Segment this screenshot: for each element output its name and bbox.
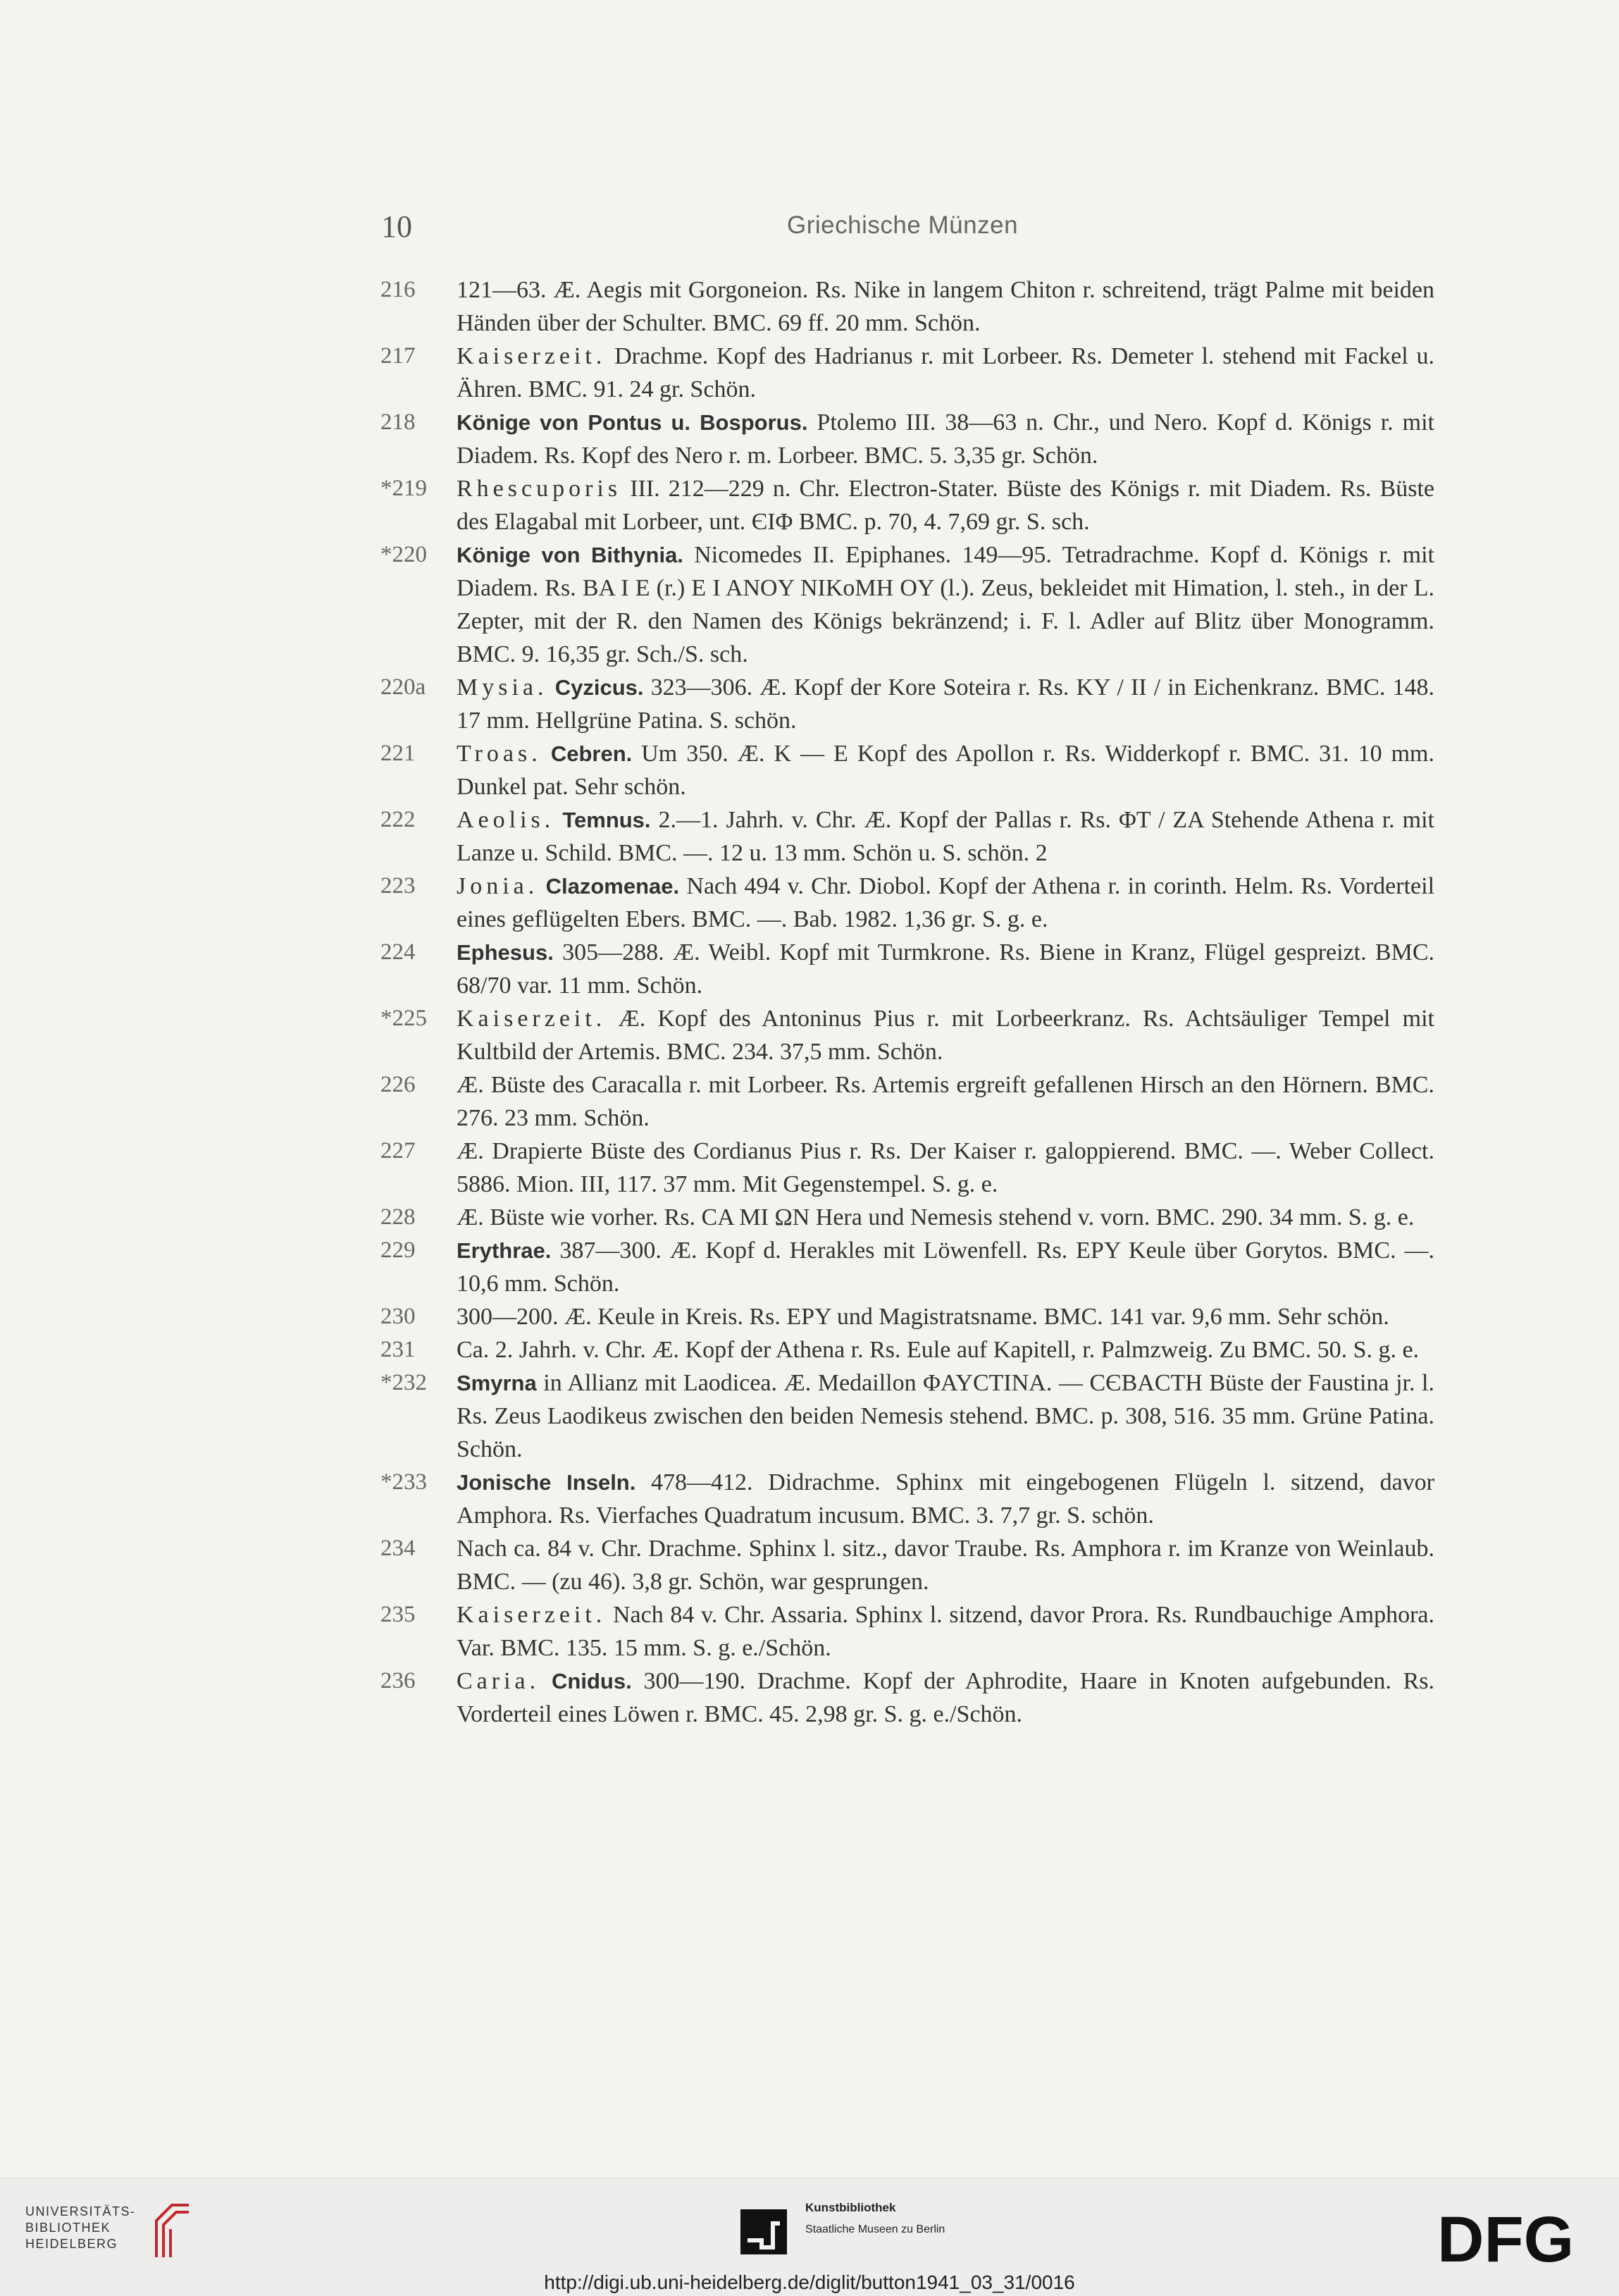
- entry-number: 227: [380, 1138, 416, 1164]
- entry-description: 305—288. Æ. Weibl. Kopf mit Turmkrone. Rs. Biene in Kranz, Flügel gespreizt. BMC. 68/70 var. 11 mm. Schön.: [457, 939, 1434, 999]
- entry-number: 236: [380, 1668, 416, 1693]
- entry-text: [457, 936, 1434, 1002]
- entry-heading: Jonische Inseln.: [457, 1470, 636, 1495]
- entry-text: [457, 1333, 1434, 1366]
- entry-text: [457, 1366, 1434, 1466]
- entry-number: 234: [380, 1536, 416, 1561]
- entry-description: 121—63. Æ. Aegis mit Gorgoneion. Rs. Nike in langem Chiton r. schreitend, trägt Palme mit beiden Händen über der Schulter. BMC. 69 ff. 20 mm. Schön.: [457, 277, 1434, 336]
- entry-description: III. 212—229 n. Chr. Electron-Stater. Büste des Königs r. mit Diadem. Rs. Büste des Elagabal mit Lorbeer, unt. ЄIΦ BMC. p. 70, 4. 7,69 gr. S. sch.: [457, 476, 1434, 535]
- catalog-entry: [0, 1300, 1619, 1333]
- entry-text: [457, 472, 1434, 538]
- catalog-entries: [0, 273, 1619, 1731]
- entry-region: Rhescuporis: [457, 476, 622, 502]
- entry-heading: Erythrae.: [457, 1238, 552, 1263]
- catalog-entry: [0, 1532, 1619, 1598]
- entry-region: Troas.: [457, 741, 542, 767]
- uni-logo-line-2: BIBLIOTHEK: [25, 2221, 111, 2235]
- entry-text: [457, 1532, 1434, 1598]
- entry-description: Nach ca. 84 v. Chr. Drachme. Sphinx l. sitz., davor Traube. Rs. Amphora r. im Kranze von Weinlaub. BMC. — (zu 46). 3,8 gr. Schön, war gesprungen.: [457, 1536, 1434, 1595]
- entry-description: Æ. Kopf des Antoninus Pius r. mit Lorbeerkranz. Rs. Achtsäuliger Tempel mit Kultbild der Artemis. BMC. 234. 37,5 mm. Schön.: [457, 1006, 1434, 1065]
- entry-description: 478—412. Didrachme. Sphinx mit eingebogenen Flügeln l. sitzend, davor Amphora. Rs. Vierfaches Quadratum incusum. BMC. 3. 7,7 gr. S. schön.: [457, 1469, 1434, 1529]
- entry-text: [457, 1201, 1434, 1234]
- entry-heading: Clazomenae.: [538, 874, 680, 899]
- catalog-entry: [0, 340, 1619, 406]
- entry-number: 221: [380, 741, 416, 766]
- entry-number: *219: [380, 476, 427, 501]
- entry-number: *233: [380, 1469, 427, 1495]
- entry-text: [457, 1300, 1434, 1333]
- entry-description: Æ. Büste wie vorher. Rs. CA MI ΩN Hera und Nemesis stehend v. vorn. BMC. 290. 34 mm. S. g. e.: [457, 1204, 1415, 1230]
- catalog-entry: [0, 671, 1619, 737]
- uni-logo-mark-icon: [151, 2199, 194, 2263]
- entry-number: *232: [380, 1370, 427, 1395]
- entry-description: 300—190. Drachme. Kopf der Aphrodite, Haare in Knoten aufgebunden. Rs. Vorderteil eines Löwen r. BMC. 45. 2,98 gr. S. g. e./Schön.: [457, 1668, 1435, 1727]
- catalog-entry: [0, 1598, 1619, 1665]
- entry-number: 230: [380, 1304, 416, 1329]
- catalog-entry: [0, 1135, 1619, 1201]
- entry-description: 323—306. Æ. Kopf der Kore Soteira r. Rs. KY / II / in Eichenkranz. BMC. 148. 17 mm. Hellgrüne Patina. S. schön.: [457, 674, 1434, 734]
- kunstbibliothek-title: Kunstbibliothek: [805, 2201, 896, 2214]
- entry-number: 220a: [380, 674, 426, 700]
- catalog-entry: [0, 1002, 1619, 1068]
- entry-description: Um 350. Æ. K — E Kopf des Apollon r. Rs. Widderkopf r. BMC. 31. 10 mm. Dunkel pat. Sehr schön.: [457, 741, 1435, 800]
- entry-description: Nach 84 v. Chr. Assaria. Sphinx l. sitzend, davor Prora. Rs. Rundbauchige Amphora. Var. BMC. 135. 15 mm. S. g. e./Schön.: [457, 1602, 1434, 1661]
- catalog-entry: [0, 1234, 1619, 1300]
- dfg-logo-text: DFG: [1437, 2205, 1575, 2269]
- entry-text: [457, 737, 1434, 803]
- entry-number: *220: [380, 542, 427, 567]
- entry-region: Caria.: [457, 1668, 540, 1694]
- viewer-footer: [0, 2178, 1619, 2296]
- entry-description: Ca. 2. Jahrh. v. Chr. Æ. Kopf der Athena r. Rs. Eule auf Kapitell, r. Palmzweig. Zu BMC. 50. S. g. e.: [457, 1337, 1420, 1363]
- entry-region: Kaiserzeit.: [457, 1006, 607, 1032]
- entry-region: Jonia.: [457, 873, 539, 899]
- running-title: Griechische Münzen: [787, 211, 1019, 239]
- entry-description: Drachme. Kopf des Hadrianus r. mit Lorbeer. Rs. Demeter l. stehend mit Fackel u. Ähren. BMC. 91. 24 gr. Schön.: [457, 343, 1434, 402]
- entry-text: [457, 870, 1434, 936]
- catalog-entry: [0, 870, 1619, 936]
- entry-description: in Allianz mit Laodicea. Æ. Medaillon ΦAYCTINA. — CЄBACTH Büste der Faustina jr. l. Rs. Zeus Laodikeus zwischen den beiden Nemesis stehend. BMC. p. 308, 516. 35 mm. Grüne Patina. Schön.: [457, 1370, 1434, 1462]
- page-number: 10: [381, 209, 412, 244]
- entry-number: 229: [380, 1238, 416, 1263]
- dfg-logo[interactable]: [1437, 2205, 1596, 2269]
- catalog-entry: [0, 1201, 1619, 1234]
- uni-logo-line-3: HEIDELBERG: [25, 2237, 118, 2251]
- kunstbibliothek-logo[interactable]: [740, 2195, 966, 2266]
- kunstbibliothek-subtitle: Staatliche Museen zu Berlin: [805, 2223, 945, 2235]
- entry-text: [457, 1135, 1434, 1201]
- kunstbibliothek-mark-icon: [740, 2209, 787, 2254]
- entry-text: [457, 538, 1434, 671]
- catalog-entry: [0, 936, 1619, 1002]
- entry-description: Nicomedes II. Epiphanes. 149—95. Tetradrachme. Kopf d. Königs r. mit Diadem. Rs. BA I E (r.) E I ANOY NIKoMH OY (l.). Zeus, bekleidet mit Himation, l. steh., in der L. Zepter, mit der R. den Namen des Königs bekränzend; i. F. l. Adler auf Blitz über Monogramm. BMC. 9. 16,35 gr. Sch./S. sch.: [457, 542, 1435, 667]
- entry-heading: Smyrna: [457, 1371, 537, 1395]
- entry-text: [457, 803, 1434, 870]
- entry-text: [457, 671, 1434, 737]
- entry-number: 235: [380, 1602, 416, 1627]
- uni-logo-line-1: UNIVERSITÄTS-: [25, 2204, 136, 2218]
- entry-description: Æ. Büste des Caracalla r. mit Lorbeer. Rs. Artemis ergreift gefallenen Hirsch an den Hörnern. BMC. 276. 23 mm. Schön.: [457, 1072, 1434, 1131]
- permalink-url[interactable]: http://digi.ub.uni-heidelberg.de/diglit/button1941_03_31/0016: [544, 2271, 1075, 2293]
- entry-heading: Ephesus.: [457, 940, 554, 965]
- entry-text: [457, 273, 1434, 340]
- entry-heading: Könige von Pontus u. Bosporus.: [457, 410, 808, 435]
- entry-number: 218: [380, 409, 416, 435]
- uni-logo-text: [25, 2204, 136, 2252]
- entry-text: [457, 340, 1434, 406]
- entry-region: Kaiserzeit.: [457, 343, 607, 369]
- entry-region: Mysia.: [457, 674, 548, 700]
- entry-description: Nach 494 v. Chr. Diobol. Kopf der Athena r. in corinth. Helm. Rs. Vorderteil eines geflügelten Ebers. BMC. —. Bab. 1982. 1,36 gr. S. g. e.: [457, 873, 1435, 932]
- entry-heading: Cyzicus.: [547, 675, 644, 700]
- entry-text: [457, 1598, 1434, 1665]
- entry-heading: Cnidus.: [540, 1669, 632, 1693]
- entry-text: [457, 406, 1434, 472]
- catalog-entry: [0, 406, 1619, 472]
- catalog-entry: [0, 1466, 1619, 1532]
- entry-description: 387—300. Æ. Kopf d. Herakles mit Löwenfell. Rs. EPY Keule über Gorytos. BMC. —. 10,6 mm. Schön.: [457, 1238, 1434, 1297]
- catalog-entry: [0, 803, 1619, 870]
- entry-text: [457, 1068, 1434, 1135]
- catalog-entry: [0, 1665, 1619, 1731]
- entry-number: 222: [380, 807, 416, 832]
- page-header: [0, 209, 1619, 251]
- entry-text: [457, 1665, 1434, 1731]
- entry-heading: Könige von Bithynia.: [457, 543, 683, 567]
- entry-number: 217: [380, 343, 416, 369]
- catalog-entry: [0, 538, 1619, 671]
- entry-text: [457, 1234, 1434, 1300]
- entry-number: *225: [380, 1006, 427, 1031]
- entry-description: Æ. Drapierte Büste des Cordianus Pius r. Rs. Der Kaiser r. galoppierend. BMC. —. Weber Collect. 5886. Mion. III, 117. 37 mm. Mit Gegenstempel. S. g. e.: [457, 1138, 1434, 1197]
- catalog-entry: [0, 472, 1619, 538]
- catalog-entry: [0, 1333, 1619, 1366]
- entry-number: 228: [380, 1204, 416, 1230]
- entry-number: 216: [380, 277, 416, 302]
- entry-text: [457, 1002, 1434, 1068]
- entry-description: 2.—1. Jahrh. v. Chr. Æ. Kopf der Pallas r. Rs. ΦT / ZA Stehende Athena r. mit Lanze u. Schild. BMC. —. 12 u. 13 mm. Schön u. S. schön. 2: [457, 807, 1434, 866]
- entry-number: 223: [380, 873, 416, 899]
- entry-text: [457, 1466, 1434, 1532]
- catalog-entry: [0, 273, 1619, 340]
- catalog-entry: [0, 1068, 1619, 1135]
- entry-description: Ptolemo III. 38—63 n. Chr., und Nero. Kopf d. Königs r. mit Diadem. Rs. Kopf des Nero r. m. Lorbeer. BMC. 5. 3,35 gr. Schön.: [457, 409, 1435, 469]
- entry-description: 300—200. Æ. Keule in Kreis. Rs. EPY und Magistratsname. BMC. 141 var. 9,6 mm. Sehr schön.: [457, 1304, 1389, 1330]
- entry-heading: Cebren.: [541, 741, 633, 766]
- entry-region: Aeolis.: [457, 807, 555, 833]
- entry-heading: Temnus.: [554, 808, 651, 832]
- entry-number: 231: [380, 1337, 416, 1362]
- entry-number: 224: [380, 939, 416, 965]
- entry-region: Kaiserzeit.: [457, 1602, 607, 1628]
- catalog-entry: [0, 737, 1619, 803]
- catalog-entry: [0, 1366, 1619, 1466]
- heidelberg-university-library-logo[interactable]: [25, 2199, 194, 2263]
- entry-number: 226: [380, 1072, 416, 1097]
